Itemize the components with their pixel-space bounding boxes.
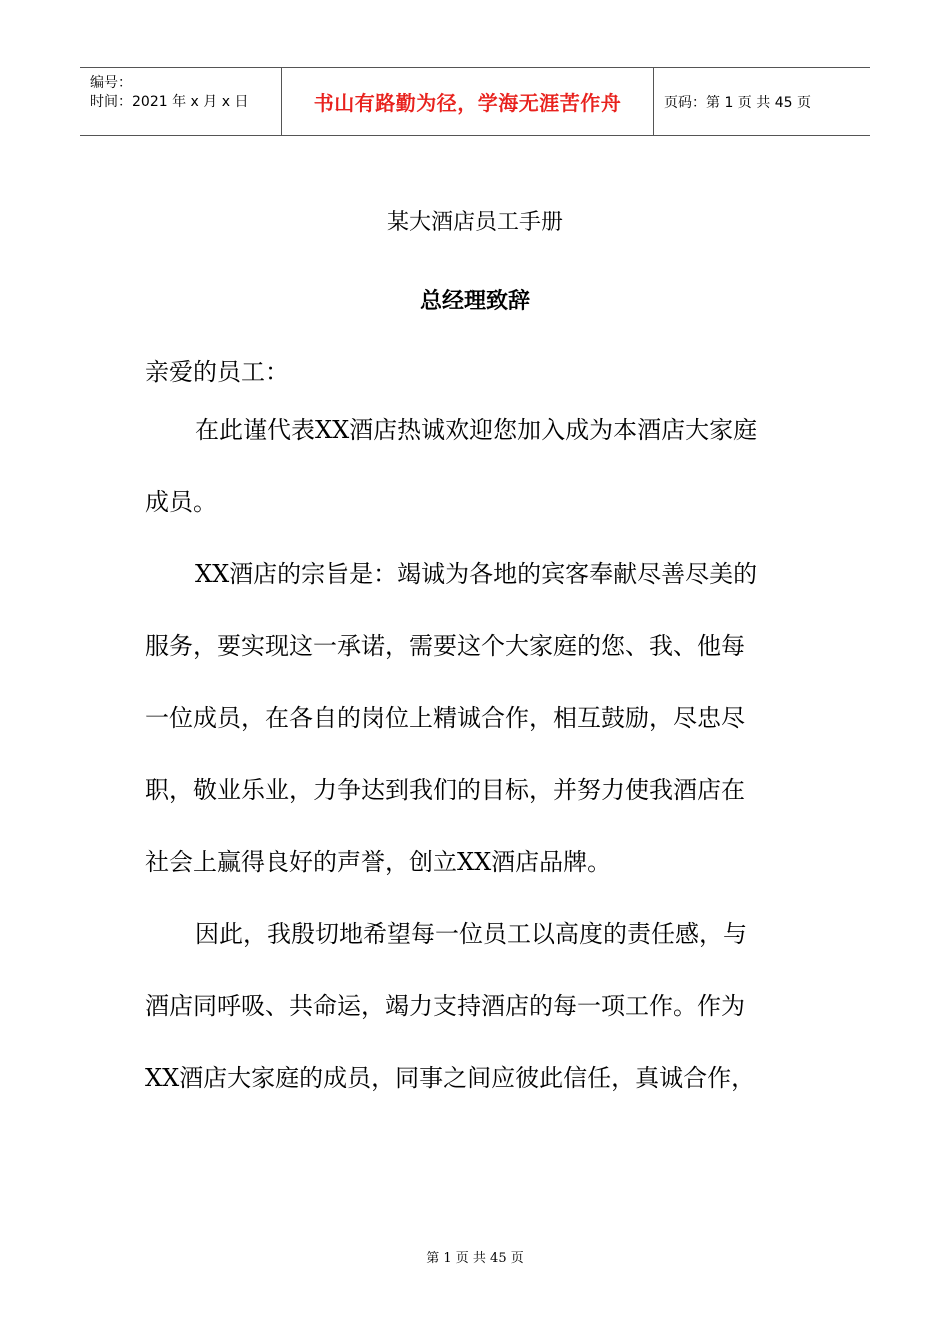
document-date: 时间：2021 年 x 月 x 日	[90, 94, 249, 110]
paragraph-line: 服务，要实现这一承诺，需要这个大家庭的您、我、他每	[145, 632, 745, 660]
document-title: 某大酒店员工手册	[386, 210, 563, 235]
header-motto-cell	[282, 68, 654, 135]
paragraph-line: 社会上赢得良好的声誉，创立XX酒店品牌。	[145, 848, 612, 876]
paragraph-hope	[145, 898, 805, 1114]
page-footer: 第 1 页 共 45 页	[426, 1251, 524, 1266]
header-page-info: 页码：第 1 页 共 45 页	[664, 94, 811, 111]
header-meta-cell	[80, 68, 282, 135]
paragraph-line: 职，敬业乐业，力争达到我们的目标，并努力使我酒店在	[145, 776, 745, 804]
motto-text: 书山有路勤为径，学海无涯苦作舟	[313, 91, 622, 115]
header-table	[80, 67, 870, 136]
paragraph-line: 在此谨代表XX酒店热诚欢迎您加入成为本酒店大家庭	[195, 416, 758, 444]
document-number-label: 编号：	[90, 75, 132, 91]
paragraph-line: 酒店同呼吸、共命运，竭力支持酒店的每一项工作。作为	[145, 992, 745, 1020]
greeting: 亲爱的员工：	[145, 358, 289, 386]
paragraph-line: 因此，我殷切地希望每一位员工以高度的责任感，与	[195, 920, 747, 948]
paragraph-line: 成员。	[145, 488, 217, 516]
paragraph-welcome	[145, 394, 805, 538]
section-title: 总经理致辞	[419, 289, 530, 314]
paragraph-mission	[145, 538, 805, 898]
paragraph-line: 一位成员，在各自的岗位上精诚合作，相互鼓励，尽忠尽	[145, 704, 745, 732]
header-page-cell	[654, 68, 870, 135]
paragraph-line: XX酒店大家庭的成员，同事之间应彼此信任，真诚合作，	[145, 1064, 756, 1092]
paragraph-line: XX酒店的宗旨是：竭诚为各地的宾客奉献尽善尽美的	[195, 560, 758, 588]
